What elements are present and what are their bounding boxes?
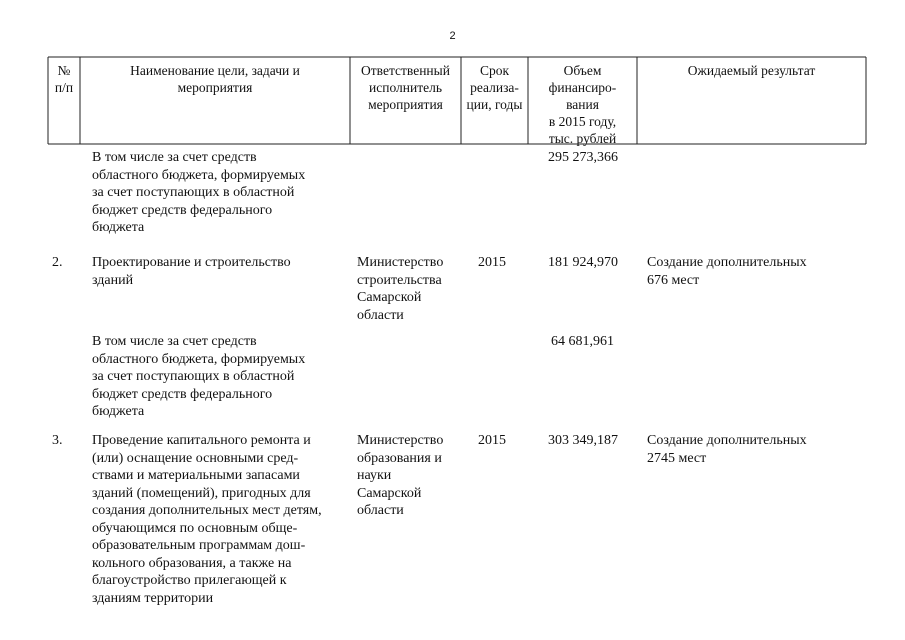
row2-responsible: Министерство строительства Самарской области	[357, 255, 444, 323]
row3-funding: 64 681,961	[551, 334, 614, 349]
header-num: № п/п	[54, 63, 74, 95]
page-number: 2	[449, 30, 456, 42]
row4-num: 3.	[52, 433, 63, 448]
row1-name: В том числе за счет средств областного бюджета, формируемых за счет поступающих в областной бюджет средств федерального бюджета	[92, 150, 306, 235]
row2-term: 2015	[478, 255, 506, 270]
row4-responsible: Министерство образования и науки Самарской области	[357, 433, 444, 518]
row2-result: Создание дополнительных 676 мест	[647, 255, 807, 288]
header-funding: Объем финансиро- вания в 2015 году, тыс. рублей	[548, 63, 617, 146]
row2-funding: 181 924,970	[548, 255, 618, 270]
row2-num: 2.	[52, 255, 63, 270]
header-name: Наименование цели, задачи и мероприятия	[130, 63, 300, 95]
header-term: Срок реализа- ции, годы	[466, 63, 523, 112]
row4-term: 2015	[478, 433, 506, 448]
row1-funding: 295 273,366	[548, 150, 618, 165]
row4-result: Создание дополнительных 2745 мест	[647, 433, 807, 466]
row4-name: Проведение капитального ремонта и (или) оснащение основными сред- ствами и материальными запасами зданий (помещений), пригодных для создания дополнительных мест детям, обучающимся по основным обще- образовательным программам дош- кольного образования, а также на благоустройство прилегающей к зданиям территории	[92, 433, 322, 606]
header-responsible: Ответственный исполнитель мероприятия	[361, 63, 450, 112]
row3-name: В том числе за счет средств областного бюджета, формируемых за счет поступающих в областной бюджет средств федерального бюджета	[92, 334, 306, 419]
header-result: Ожидаемый результат	[687, 63, 816, 78]
row2-name: Проектирование и строительство зданий	[92, 255, 291, 288]
row4-funding: 303 349,187	[548, 433, 618, 448]
